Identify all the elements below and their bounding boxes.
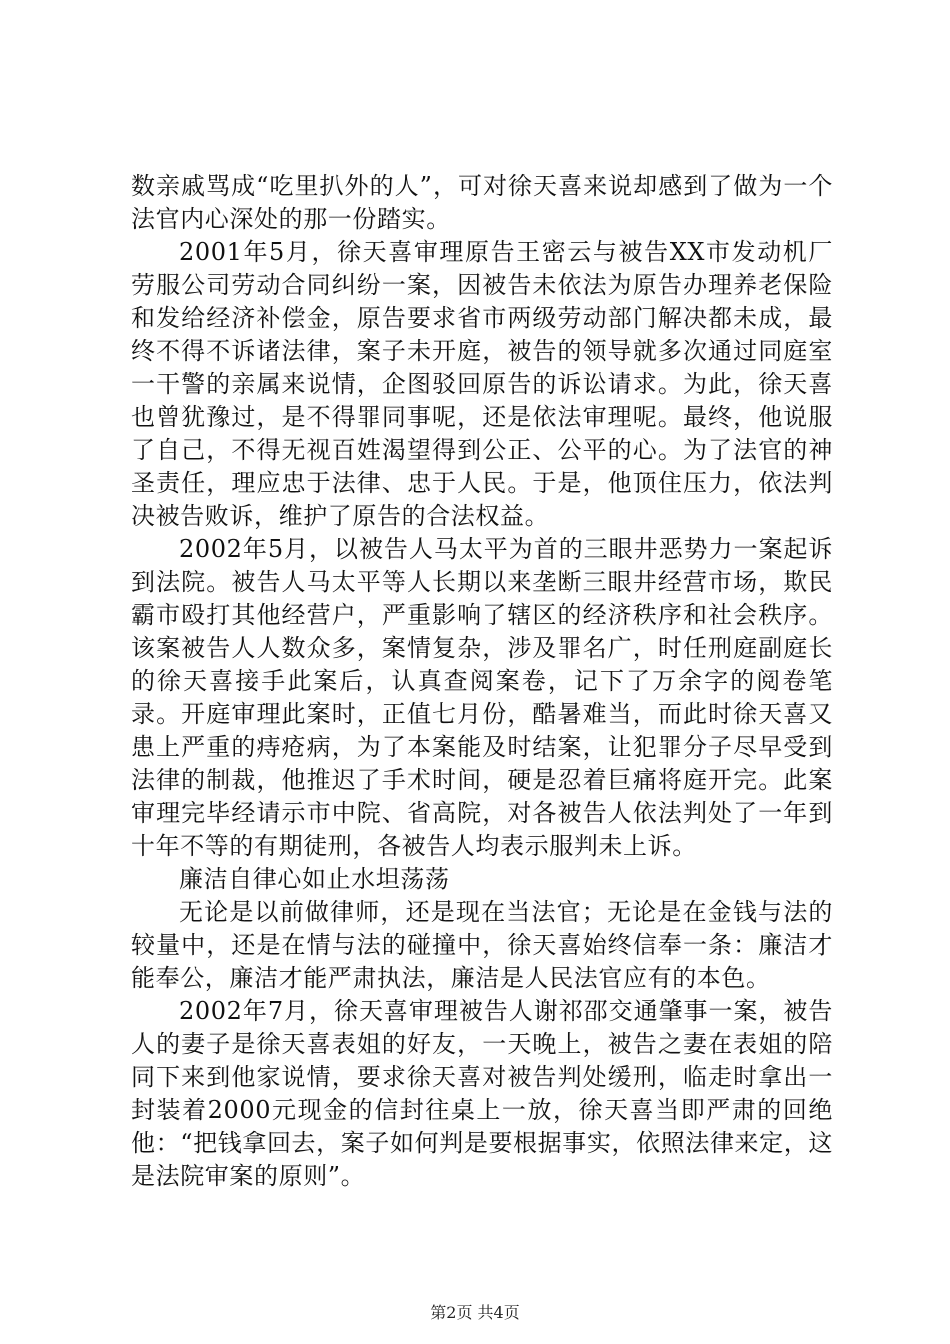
paragraph-integrity: 无论是以前做律师，还是现在当法官；无论是在金钱与法的较量中，还是在情与法的碰撞中，徐天喜始终信奉一条：廉洁才能奉公，廉洁才能严肃执法，廉洁是人民法官应有的本色。: [131, 898, 833, 992]
paragraph-2001-case: 2001年5月，徐天喜审理原告王密云与被告XX市发动机厂劳服公司劳动合同纠纷一案，因被告未依法为原告办理养老保险和发给经济补偿金，原告要求省市两级劳动部门解决都未成，最终不得不诉诸法律，案子未开庭，被告的领导就多次通过同庭室一干警的亲属来说情，企图驳回原告的诉讼请求。为此，徐天喜也曾犹豫过，是不得罪同事呢，还是依法审理呢。最终，他说服了自己，不得无视百姓渴望得到公正、公平的心。为了法官的神圣责任，理应忠于法律、忠于人民。于是，他顶住压力，依法判决被告败诉，维护了原告的合法权益。: [131, 238, 833, 530]
document-body: [131, 170, 833, 1193]
paragraph-2002-may-case: 2002年5月，以被告人马太平为首的三眼井恶势力一案起诉到法院。被告人马太平等人长期以来垄断三眼井经营市场，欺民霸市殴打其他经营户，严重影响了辖区的经济秩序和社会秩序。该案被告人人数众多，案情复杂，涉及罪名广，时任刑庭副庭长的徐天喜接手此案后，认真查阅案卷，记下了万余字的阅卷笔录。开庭审理此案时，正值七月份，酷暑难当，而此时徐天喜又患上严重的痔疮病，为了本案能及时结案，让犯罪分子尽早受到法律的制裁，他推迟了手术时间，硬是忍着巨痛将庭开完。此案审理完毕经请示市中院、省高院，对各被告人依法判处了一年到十年不等的有期徒刑，各被告人均表示服判未上诉。: [131, 535, 833, 860]
paragraph-continuation: 数亲戚骂成“吃里扒外的人”，可对徐天喜来说却感到了做为一个法官内心深处的那一份踏实。: [131, 172, 833, 233]
page-footer: 第2页 共4页: [430, 1303, 520, 1322]
section-heading: 廉洁自律心如止水坦荡荡: [179, 865, 450, 893]
paragraph-2002-july-case: 2002年7月，徐天喜审理被告人谢祁邵交通肇事一案，被告人的妻子是徐天喜表姐的好友，一天晚上，被告之妻在表姐的陪同下来到他家说情，要求徐天喜对被告判处缓刑，临走时拿出一封装着2000元现金的信封往桌上一放，徐天喜当即严肃的回绝他：“把钱拿回去，案子如何判是要根据事实，依照法律来定，这是法院审案的原则”。: [131, 997, 833, 1190]
